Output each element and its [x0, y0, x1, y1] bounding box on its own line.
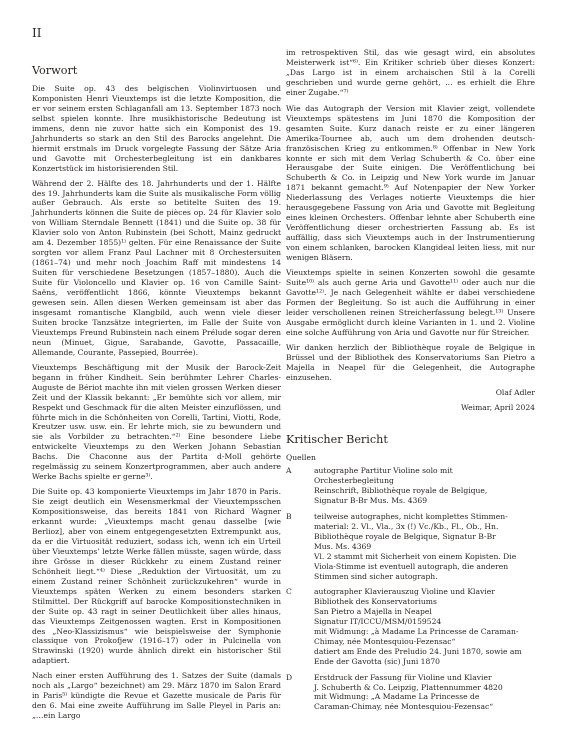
source-line: Vl. 2 stammt mit Sicherheit von einem Kopisten. Die: [314, 551, 517, 561]
source-line: Ende der Gavotta (sic) Juni 1870: [314, 656, 441, 666]
vorwort-paragraph-3: Vieuxtemps Beschäftigung mit der Musik der Barock-Zeit begann in früher Kindheit. Sein berühmter Lehrer Charles-Auguste de Bériot machte ihn mit vielen grossen Werken dieser Zeit und der Klassik bekannt: „Er bemühte sich vor allem, mir Respekt und Geschmack für die alten Meister einzuflössen, und führte mich in die Schönheiten von Corelli, Tartini, Viotti, Rode, Kreutzer usw. usw. ein. Er lehrte mich, sie zu bewundern und sie als Vorbilder zu betrachten.“²⁾ Eine besondere Liebe entwickelte Vieuxtemps zu den Werken Johann Sebastian Bachs. Die Chaconne aus der Partita d-Moll gehörte regelmässig zu seinem Konzertprogrammen, aber auch andere Werke Bachs spielte er gerne³⁾.: [32, 362, 281, 482]
source-letter: B: [286, 512, 292, 522]
source-line: Erstdruck der Fassung für Violine und Klavier: [314, 672, 492, 682]
source-description: [314, 466, 535, 506]
page-number: II: [32, 26, 42, 40]
vorwort-paragraph-6: Wie das Autograph der Version mit Klavier zeigt, vollendete Vieuxtemps spätestens im Juni 1870 die Komposition der gesamten Suite. Kurz danach reiste er zu einer längeren Amerika-Tournee ab, auch um dem drohenden deutsch-französischen Krieg zu entkommen.⁸⁾ Offenbar in New York konnte er sich mit dem Verlag Schuberth & Co. über eine Herausgabe der Suite einigen. Die Veröffentlichung bei Schuberth & Co. in Leipzig und New York wurde im Januar 1871 bekannt gemacht.⁹⁾ Auf Notenpapier der New Yorker Niederlassung des Verlages notierte Vieuxtemps die hier herausgegebene Fassung von Aria und Gavotte mit Begleitung eines kleinen Orchesters. Offenbar lehnte aber Schuberth eine Veröffentlichung dieser orchestrierten Fassung ab. Es ist auffällig, dass sich Vieuxtemps auch in der Instrumentierung von einem schlanken, barocken Klangideal leiten liess, mit nur wenigen Bläsern.: [286, 103, 535, 263]
left-column: [32, 48, 281, 726]
source-line: J. Schuberth & Co. Leipzig, Plattennummer 4820: [314, 682, 503, 692]
source-line: material: 2. Vl., Vla., 3x (!) Vc./Kb., Fl., Ob., Hn.: [314, 521, 499, 531]
source-description: [314, 587, 535, 666]
source-line: Stimmen sind sicher autograph.: [314, 571, 438, 581]
source-description: [314, 512, 535, 581]
kritischer-bericht-heading: Kritischer Bericht: [286, 432, 388, 446]
source-line: Viola-Stimme ist eventuell autograph, die anderen: [314, 561, 509, 571]
vorwort-paragraph-7: Vieuxtemps spielte in seinen Konzerten sowohl die gesamte Suite¹⁰⁾ als auch gerne Aria und Gavotte¹¹⁾ oder auch nur die Gavotte¹²⁾. Je nach Gelegenheit wählte er dabei verschiedene Formen der Begleitung. So ist auch die Aufführung in einer leider verschollenen reinen Streicherfassung belegt.¹³⁾ Unsere Ausgabe ermöglicht durch kleine Varianten in 1. und 2. Violine eine solche Aufführung von Aria und Gavotte nur für Streicher.: [286, 268, 535, 337]
source-line: Orchesterbegleitung: [314, 476, 394, 486]
vorwort-paragraph-1: Die Suite op. 43 des belgischen Violinvirtuosen und Komponisten Henri Vieuxtemps ist die letzte Komposition, die er vor seinem ersten Schlaganfall am 13. September 1873 noch selbst spielen konnte. Ihre musikhistorische Bedeutung ist immens, denn nie zuvor hatte sich ein Komponist des 19. Jahrhunderts so stark an den Stil des Barocks angelehnt. Die hiermit erstmals im Druck vorgelegte Fassung der Sätze Aria und Gavotte mit Orchesterbegleitung ist ein dankbares Konzertstück im historisierenden Stil.: [32, 84, 281, 173]
vorwort-paragraph-8: Wir danken herzlich der Bibliothèque royale de Belgique in Brüssel und der Bibliothek des Konservatoriums San Pietro a Majella in Neapel für die Gelegenheit, die Autographe einzusehen.: [286, 342, 535, 382]
source-line: Bibliothèque royale de Belgique, Signatur B-Br: [314, 531, 496, 541]
source-line: autographer Klavierauszug Violine und Klavier: [314, 587, 495, 597]
source-line: datiert am Ende des Preludio 24. Juni 1870, sowie am: [314, 646, 522, 656]
source-letter: C: [286, 587, 292, 597]
quellen-label: Quellen: [286, 452, 316, 462]
vorwort-paragraph-2: Während der 2. Hälfte des 18. Jahrhunderts und der 1. Hälfte des 19. Jahrhunderts kam die Suite als musikalische Form völlig außer Gebrauch. Als erste so betitelte Suiten des 19. Jahrhunderts können die Suite de pièces op. 24 für Klavier solo von William Sterndale Bennett (1841) und die Suite op. 38 für Klavier solo von Anton Rubinstein (bei Schott, Mainz gedruckt am 4. Dezember 1855)¹⁾ gelten. Für eine Renaissance der Suite sorgten vor allem Franz Paul Lachner mit 8 Orchestersuiten (1861–74) und mehr noch Joachim Raff mit mindestens 14 Suiten für verschiedene Besetzungen (1857–1880). Auch die Suite für Violoncello und Klavier op. 16 von Camille Saint-Saëns, veröffentlicht 1866, könnte Vieuxtemps bekannt gewesen sein. Allen diesen Werken gemeinsam ist aber das insgesamt romantische Klangbild, auch wenn viele dieser Suiten brocke Tanzsätze integrierten, im Falle der Suite von Vieuxtemps Freund Rubinstein nach einem Prélude sogar deren neun (Minuet, Gigue, Sarabande, Gavotte, Passacaille, Allemande, Courante, Passepied, Bourrée).: [32, 178, 281, 357]
source-line: mit Widmung: „A Madame La Princesse de: [314, 692, 480, 702]
right-column: [286, 48, 535, 718]
source-line: Mus. Ms. 4369: [314, 541, 372, 551]
source-line: San Pietro a Majella in Neapel: [314, 607, 432, 617]
vorwort-paragraph-5: Nach einer ersten Aufführung des 1. Satzes der Suite (damals noch als „Largo“ bezeichnet) am 29. März 1870 im Salon Erard in Paris⁵⁾ kündigte die Revue et Gazette musicale de Paris für den 6. Mai eine zweite Aufführung im Salle Pleyel in Paris an: „…ein Largo: [32, 671, 281, 721]
source-line: Caraman-Chimay, née Montesquiou-Fezensac“: [314, 702, 494, 712]
source-line: teilweise autographes, nicht komplettes Stimmen-: [314, 512, 508, 522]
author-signature: Olaf Adler: [495, 387, 535, 397]
source-line: Signatur IT/ICCU/MSM/0159524: [314, 617, 442, 627]
source-line: Reinschrift, Bibliothèque royale de Belgique,: [314, 486, 488, 496]
source-line: mit Widmung: „à Madame La Princesse de Caraman-: [314, 627, 519, 637]
source-line: Chimay, née Montesquiou-Fezensac“: [314, 636, 456, 646]
place-date: Weimar, April 2024: [460, 402, 535, 412]
source-line: Bibliothek des Konservatoriums: [314, 597, 437, 607]
vorwort-continuation: im retrospektiven Stil, das wie gesagt wird, ein absolutes Meisterwerk ist“⁶⁾. Ein Kritiker schrieb über dieses Konzert: „Das Largo ist in einem archaischen Stil à la Corelli geschrieben und wurde gerne gehört, … es erhielt die Ehre einer Zugabe.“⁷⁾: [286, 48, 535, 97]
source-entry-d: [286, 673, 535, 713]
source-line: Signatur B-Br Mus. Ms. 4369: [314, 496, 428, 506]
source-entry-b: [286, 512, 535, 581]
source-line: autographe Partitur Violine solo mit: [314, 466, 453, 476]
source-description: [314, 673, 535, 713]
source-entry-c: [286, 587, 535, 666]
source-entry-a: [286, 466, 535, 506]
signature-block: [286, 388, 535, 413]
vorwort-heading: Vorwort: [32, 64, 78, 77]
vorwort-paragraph-4: Die Suite op. 43 komponierte Vieuxtemps im Jahr 1870 in Paris. Sie zeigt deutlich ein Wesensmerkmal der Vieuxtempsschen Kompositionsweise, das bereits 1841 von Richard Wagner erkannt wurde: „Vieuxtemps macht genau dasselbe [wie Berlioz], aber von einem entgegengesetzten Extrempunkt aus, da er die Virtuosität reduziert, sodass ich, wenn ich ein Urteil über Vieuxtemps’ letzte Werke fällen müsste, sagen würde, dass ihre Grösse in dieser Rückkehr zu einem Zustand reiner Schönheit liegt.“⁴⁾ Diese „Reduktion der Virtuosität, um zu einem Zustand reiner Schönheit zurückzukehren“ wurde in Vieuxtemps späten Werken zu einem besonders starken Stilmittel. Der Rückgriff auf barocke Kompositionstechniken in der Suite op. 43 ragt in seiner Deutlichkeit über alles hinaus, das Vieuxtemps Zeitgenossen wagten. Erst in Kompositionen des „Neo-Klassizismus“ wie beispielsweise der Symphonie classique von Prokofjew (1916–17) oder in Pulcinella von Strawinski (1920) wurde ähnlich direkt ein historischer Stil adaptiert.: [32, 487, 281, 666]
source-letter: D: [286, 672, 293, 682]
source-letter: A: [286, 466, 292, 476]
